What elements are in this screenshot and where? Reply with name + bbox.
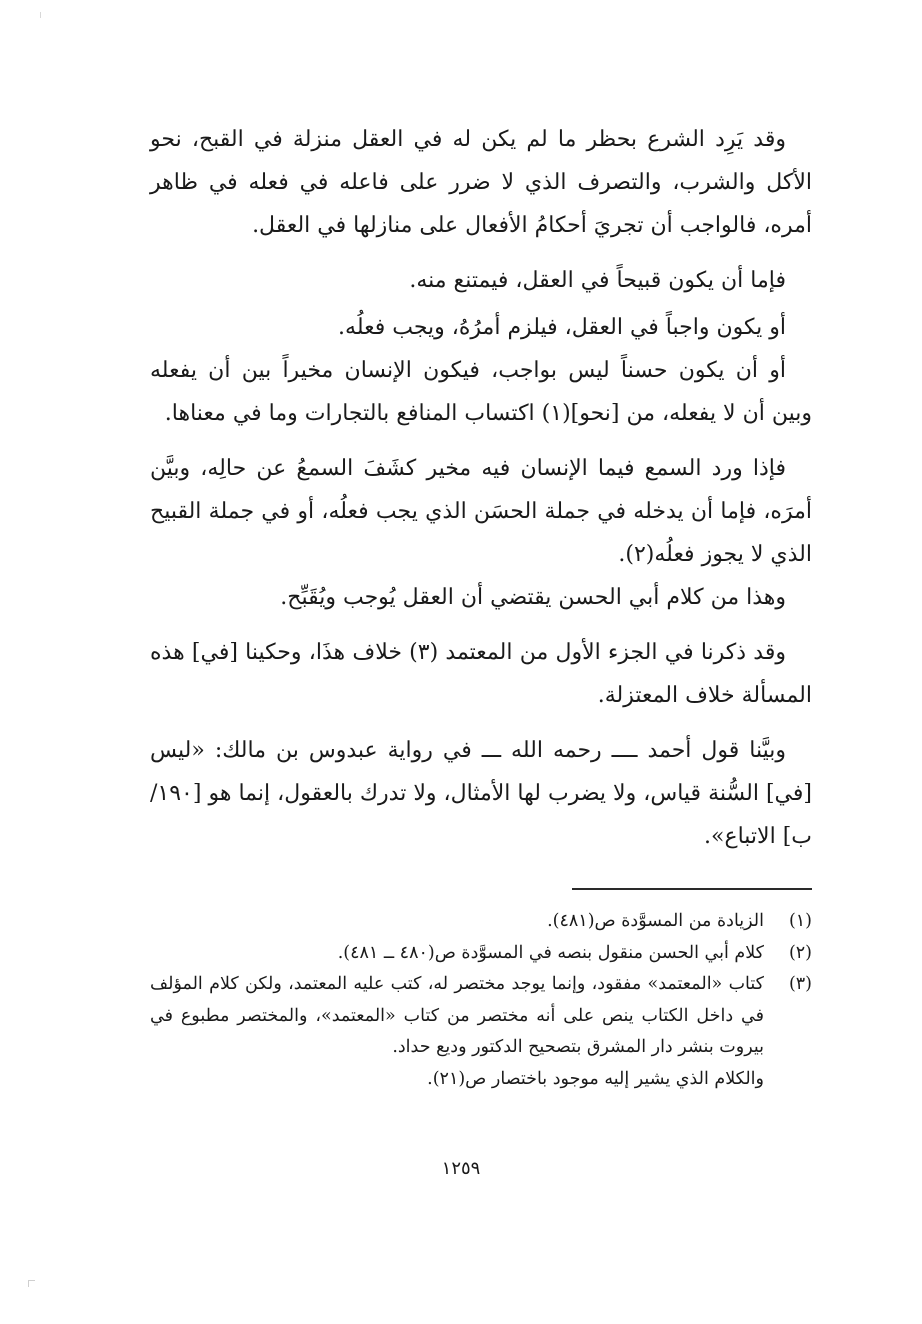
footnote-3: [150, 969, 812, 1095]
paragraph-4: أو أن يكون حسناً ليس بواجب، فيكون الإنسان مخيراً بين أن يفعله وبين أن لا يفعله، من [نحو](١) اكتساب المنافع بالتجارات وما في معناها.: [150, 358, 812, 426]
paragraph-7: وقد ذكرنا في الجزء الأول من المعتمد (٣) خلاف هذَا، وحكينا [في] هذه المسألة خلاف المعتزلة.: [150, 640, 812, 708]
footnote-line: كتاب «المعتمد» مفقود، وإنما يوجد مختصر له، كتب عليه المعتمد، ولكن كلام المؤلف في داخل الكتاب ينص على أنه مختصر من كتاب «المعتمد»، والمختصر مطبوع في بيروت بنشر دار المشرق بتصحيح الدكتور وديع حداد.: [150, 974, 764, 1057]
footnote-text: [150, 906, 764, 938]
paragraph-5: فإذا ورد السمع فيما الإنسان فيه مخير كشَفَ السمعُ عن حالِه، وبيَّن أمرَه، فإما أن يدخله في جملة الحسَن الذي يجب فعلُه، أو في جملة القبيح الذي لا يجوز فعلُه(٢).: [150, 456, 812, 567]
paragraph-1: وقد يَرِد الشرع بحظر ما لم يكن له في العقل منزلة في القبح، نحو الأكل والشرب، والتصرف الذي لا ضرر على فاعله في فعله في ظاهر أمره، فالواجب أن تجريَ أحكامُ الأفعال على منازلها في العقل.: [150, 127, 812, 238]
footnote-text: [150, 969, 764, 1095]
footnote-marker: (٢): [788, 942, 812, 963]
footnote-2: [150, 938, 812, 970]
footnote-line: الزيادة من المسوَّدة ص(٤٨١).: [547, 911, 764, 931]
footnote-1: [150, 906, 812, 938]
footnotes: [150, 906, 812, 1095]
footnote-line: كلام أبي الحسن منقول بنصه في المسوَّدة ص(٤٨٠ ــ ٤٨١).: [337, 942, 764, 963]
footnote-marker: (٣): [788, 974, 812, 994]
paragraph-6: وهذا من كلام أبي الحسن يقتضي أن العقل يُوجب ويُقَبِّح.: [280, 585, 786, 610]
scan-mark-top: [40, 12, 47, 18]
paragraph-2: فإما أن يكون قبيحاً في العقل، فيمتنع منه.: [409, 268, 786, 293]
main-text: [150, 118, 812, 858]
scan-mark-bottom: [28, 1280, 35, 1287]
paragraph-3: أو يكون واجباً في العقل، فيلزم أمرُهُ، ويجب فعلُه.: [338, 315, 786, 340]
footnote-line: والكلام الذي يشير إليه موجود باختصار ص(٢١).: [427, 1068, 764, 1089]
footnote-text: [150, 938, 764, 970]
footnote-marker: (١): [788, 911, 812, 931]
page-number: ١٢٥٩: [441, 1158, 481, 1179]
footnote-divider: [572, 888, 812, 890]
paragraph-8: وبيَّنا قول أحمد ــــ رحمه الله ـــ في رواية عبدوس بن مالك: «ليس [في] السُّنة قياس، ولا يضرب لها الأمثال، ولا تدرك بالعقول، إنما هو [١٩٠/ب] الاتباع».: [150, 738, 812, 849]
